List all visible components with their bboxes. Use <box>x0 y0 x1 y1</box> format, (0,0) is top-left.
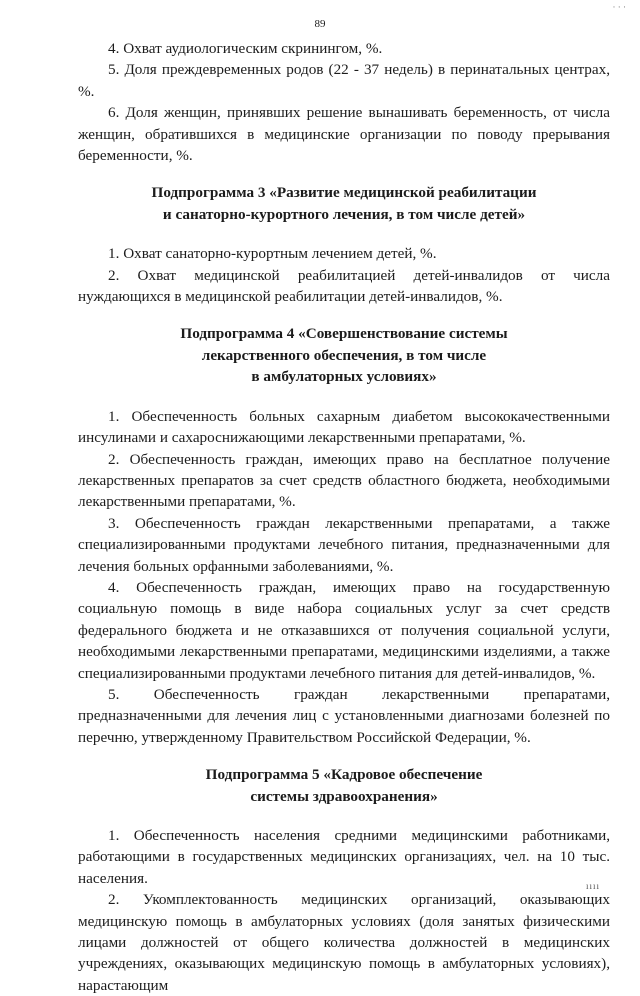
heading-line: Подпрограмма 5 «Кадровое обеспечение <box>205 766 483 784</box>
heading-line: Подпрограмма 3 «Развитие медицинской реабилитации <box>151 184 537 202</box>
document-body <box>78 38 610 996</box>
list-item: 2. Укомплектованность медицинских организаций, оказывающих медицинскую помощь в амбулаторных условиях (доля занятых физическими лицами должностей от общего количества должностей в медицинских учреждениях, оказывающих медицинскую помощь в амбулаторных условиях), нарастающим <box>78 891 610 994</box>
subprogram-3-heading <box>78 182 610 225</box>
heading-line: и санаторно-курортного лечения, в том числе детей» <box>162 205 526 223</box>
page-number: 89 <box>314 18 326 30</box>
subprogram-4-heading <box>78 323 610 387</box>
corner-mark: · · · <box>612 2 626 12</box>
list-item: 4. Охват аудиологическим скринингом, %. <box>108 40 383 57</box>
heading-line: системы здравоохранения» <box>250 787 438 805</box>
list-item: 2. Охват медицинской реабилитацией детей-инвалидов от числа нуждающихся в медицинской реабилитации детей-инвалидов, %. <box>78 266 610 306</box>
list-item: 1. Обеспеченность больных сахарным диабетом высококачественными инсулинами и сахароснижающими лекарственными препаратами, %. <box>78 407 610 447</box>
list-item: 4. Обеспеченность граждан, имеющих право на государственную социальную помощь в виде набора социальных услуг за счет средств федерального бюджета и не отказавшихся от получения социальной услуги, необходимыми лекарственными препаратами, медицинскими изделиями, а также специализированными продуктами лечебного питания для детей-инвалидов, %. <box>78 578 610 682</box>
list-item: 2. Обеспеченность граждан, имеющих право на бесплатное получение лекарственных препаратов за счет средств областного бюджета, необходимыми лекарственными препаратами, %. <box>78 450 610 511</box>
heading-line: лекарственного обеспечения, в том числе <box>201 346 487 364</box>
list-item: 5. Обеспеченность граждан лекарственными препаратами, предназначенными для лечения лиц с установленными диагнозами болезней по перечню, утвержденному Правительством Российской Федерации, %. <box>78 685 610 746</box>
heading-line: в амбулаторных условиях» <box>251 368 437 386</box>
list-item: 1. Охват санаторно-курортным лечением детей, %. <box>108 245 437 263</box>
footer-mark: ıııı <box>585 881 600 891</box>
list-item: 5. Доля преждевременных родов (22 - 37 недель) в перинатальных центрах, %. <box>78 61 610 100</box>
list-item: 1. Обеспеченность населения средними медицинскими работниками, работающими в государственных медицинских организациях, чел. на 10 тыс. населения. <box>78 827 610 887</box>
heading-line: Подпрограмма 4 «Совершенствование системы <box>180 325 508 343</box>
list-item: 6. Доля женщин, принявших решение вынашивать беременность, от числа женщин, обратившихся в медицинские организации по поводу прерывания беременности, %. <box>78 104 610 165</box>
subprogram-5-heading <box>78 764 610 807</box>
list-item: 3. Обеспеченность граждан лекарственными препаратами, а также специализированными продуктами лечебного питания, предназначенными для лечения больных орфанными заболеваниями, %. <box>78 514 610 575</box>
